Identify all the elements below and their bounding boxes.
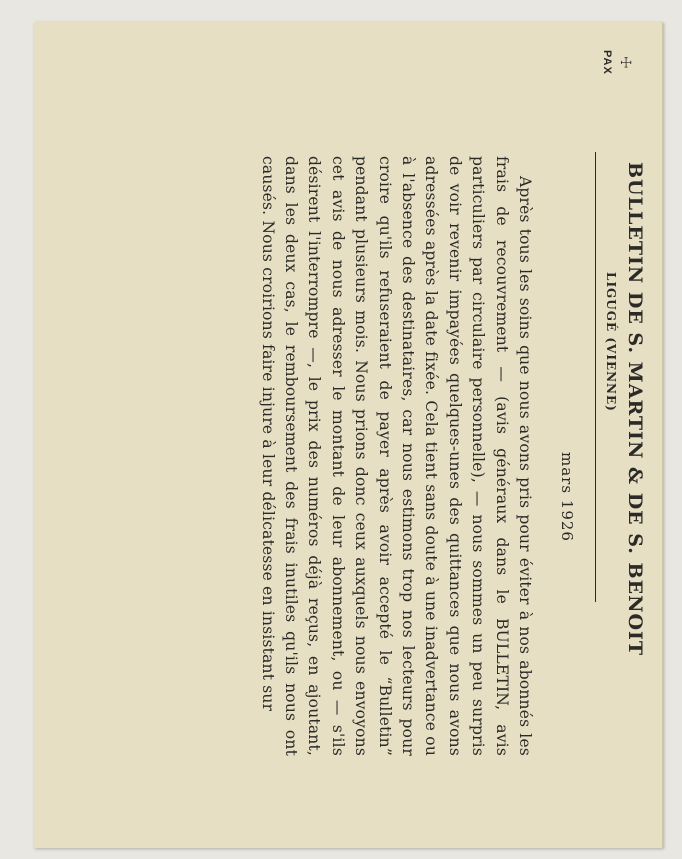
letter-sheet — [34, 22, 663, 848]
cross-icon: ☩ — [618, 56, 634, 69]
letter-date: mars 1926 — [558, 452, 576, 542]
letter-paragraph: Après tous les soins que nous avons pris pour éviter à nos abonnés les frais de recouvrement — (avis généraux dans le BULLETIN, avis particuliers par circulaire personnelle), — nous sommes un peu surpris de voir revenir impayées quelques-unes des quittances que nous avons adressées après la date fixée. Cela tient sans doute à une inadvertance ou à l'absence des destinataires, car nous estimons trop nos lecteurs pour croire qu'ils refuseraient de payer après avoir accepté le “Bulletin” pendant plusieurs mois. Nous prions donc ceux auxquels nous envoyons cet avis de nous adresser le montant de leur abonnement, ou — s'ils désirent l'interrompre —, le prix des numéros déjà reçus, en ajoutant, dans les deux cas, le remboursement des frais inutiles qu'ils nous ont causés. Nous croirions faire injure à leur délicatesse en insistant sur — [258, 156, 534, 756]
bulletin-title: BULLETIN DE S. MARTIN & DE S. BENOIT — [624, 162, 646, 657]
rotated-letter — [42, 22, 662, 842]
letter-body — [255, 156, 536, 756]
header-divider — [595, 152, 596, 602]
location-subtitle: LIGUGÉ (VIENNE) — [604, 272, 618, 412]
pax-mark — [599, 50, 634, 75]
pax-label: PAX — [601, 50, 613, 75]
